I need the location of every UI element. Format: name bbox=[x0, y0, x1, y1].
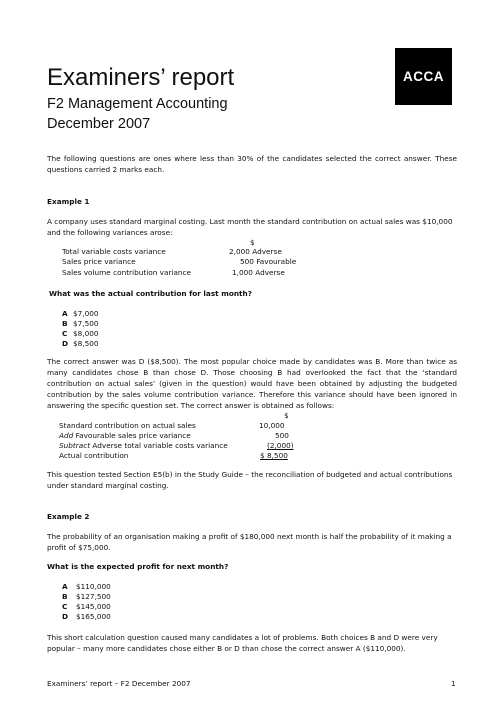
example-2-explanation: This short calculation question caused many candidates a lot of problems. Both choices B and D were very popular – many more candidates chose either B or D than chose the correct answer A ($110,000). bbox=[47, 633, 438, 653]
report-title: Examiners’ report bbox=[47, 64, 235, 91]
option-letter: D bbox=[62, 339, 69, 348]
calc-currency-header: $ bbox=[284, 411, 289, 420]
example-1-note: This question tested Section E5(b) in the Study Guide – the reconciliation of budgeted and actual contributions under standard marginal costing. bbox=[47, 470, 453, 490]
example-2-heading: Example 2 bbox=[47, 512, 90, 521]
calc-label: Standard contribution on actual sales bbox=[59, 421, 196, 430]
calc-label-text: Favourable sales price variance bbox=[75, 431, 191, 440]
option-text: $8,000 bbox=[73, 329, 99, 338]
variance-label: Sales price variance bbox=[62, 257, 136, 266]
example-1-question-text: A company uses standard marginal costing. Last month the standard contribution on actual sales was $10,000 and the following variances arose: bbox=[47, 217, 453, 237]
example-2-question-text: The probability of an organisation making a profit of $180,000 next month is half the probability of it making a profit of $75,000. bbox=[47, 532, 452, 552]
calc-prefix: Subtract bbox=[59, 441, 91, 450]
option-text: $7,500 bbox=[73, 319, 99, 328]
calc-total: $ 8,500 bbox=[260, 451, 288, 460]
example-1-question: What was the actual contribution for last month? bbox=[49, 289, 252, 298]
variance-value: 2,000 Adverse bbox=[229, 247, 282, 256]
option-letter: C bbox=[62, 602, 68, 611]
option-text: $127,500 bbox=[76, 592, 111, 601]
report-subject: F2 Management Accounting bbox=[47, 96, 228, 112]
calc-label-text: Adverse total variable costs variance bbox=[92, 441, 228, 450]
option-text: $110,000 bbox=[76, 582, 111, 591]
page-number: 1 bbox=[451, 679, 456, 688]
calc-value: 10,000 bbox=[259, 421, 285, 430]
option-letter: B bbox=[62, 592, 68, 601]
example-1-heading: Example 1 bbox=[47, 197, 90, 206]
calc-label: Actual contribution bbox=[59, 451, 129, 460]
example-2-question: What is the expected profit for next month? bbox=[47, 562, 229, 571]
calc-value: 500 bbox=[275, 431, 289, 440]
calc-value: (2,000) bbox=[267, 441, 294, 450]
report-date: December 2007 bbox=[47, 116, 151, 132]
option-letter: C bbox=[62, 329, 68, 338]
variance-currency-header: $ bbox=[250, 238, 255, 247]
option-letter: D bbox=[62, 612, 69, 621]
calc-prefix: Add bbox=[59, 431, 74, 440]
variance-value: 500 Favourable bbox=[240, 257, 297, 266]
footer-text: Examiners’ report – F2 December 2007 bbox=[47, 679, 191, 688]
option-letter: B bbox=[62, 319, 68, 328]
intro-paragraph: The following questions are ones where less than 30% of the candidates selected the correct answer. These questions carried 2 marks each. bbox=[47, 154, 457, 174]
option-d bbox=[62, 338, 99, 349]
acca-logo: ACCA bbox=[395, 48, 452, 105]
option-text: $145,000 bbox=[76, 602, 111, 611]
option-text: $7,000 bbox=[73, 309, 99, 318]
option-text: $165,000 bbox=[76, 612, 111, 621]
option-text: $8,500 bbox=[73, 339, 99, 348]
example-1-explanation: The correct answer was D ($8,500). The most popular choice made by candidates was B. More than twice as many candidates chose B than chose D. Those choosing B had overlooked the fact that the ‘standard contribution on actual sales’ (given in the question) would have been obtained by adjusting the budgeted contribution by the sales volume contribution variance. Therefore this variance should have been ignored in answering the specific question set. The correct answer is obtained as follows: bbox=[47, 357, 457, 410]
variance-label: Total variable costs variance bbox=[62, 247, 166, 256]
option-letter: A bbox=[62, 582, 68, 591]
variance-label: Sales volume contribution variance bbox=[62, 268, 192, 277]
variance-value: 1,000 Adverse bbox=[232, 268, 285, 277]
option-d bbox=[62, 611, 111, 622]
option-letter: A bbox=[62, 309, 68, 318]
